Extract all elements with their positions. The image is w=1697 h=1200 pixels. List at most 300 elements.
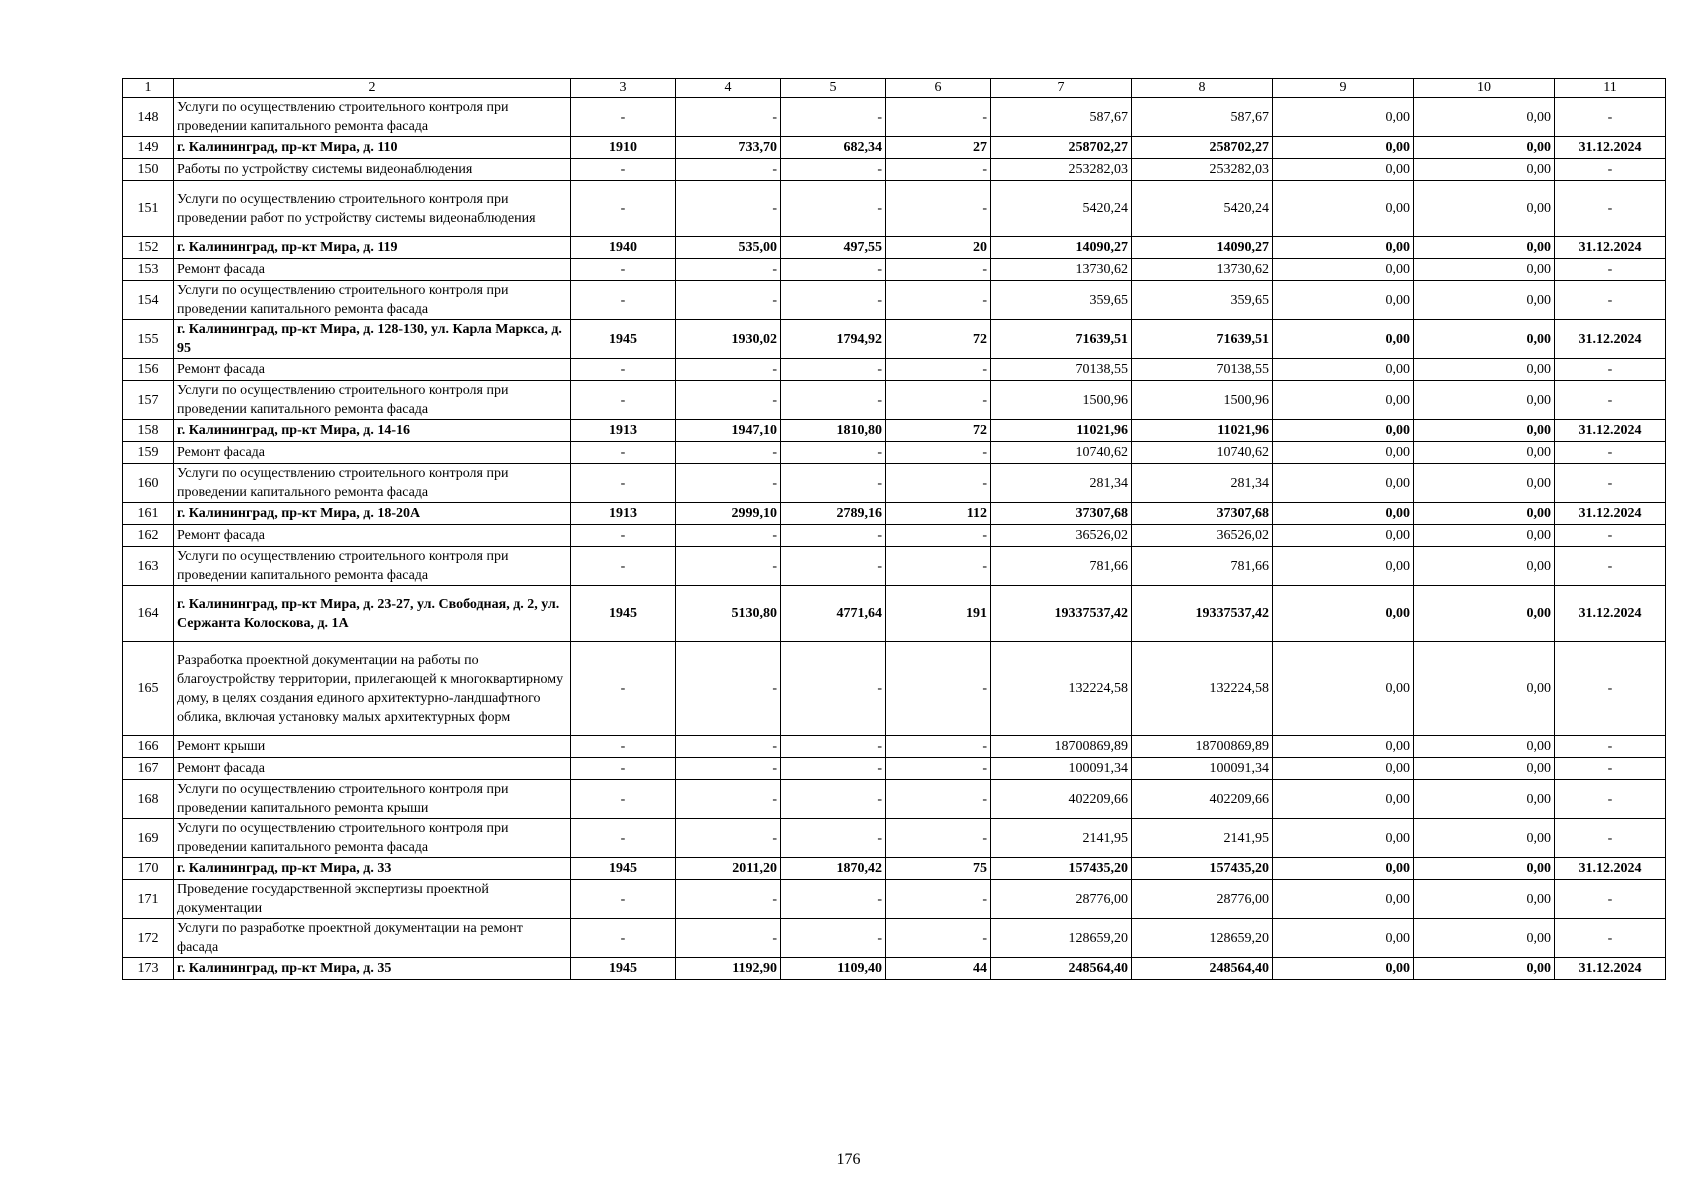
col-8-cell: 402209,66 <box>1132 780 1273 819</box>
col-3-cell: 1945 <box>571 858 676 880</box>
col-9-cell: 0,00 <box>1273 858 1414 880</box>
row-number-cell: 161 <box>123 503 174 525</box>
col-5-cell: - <box>781 525 886 547</box>
col-10-cell: 0,00 <box>1414 858 1555 880</box>
col-10-cell: 0,00 <box>1414 736 1555 758</box>
col-8-cell: 14090,27 <box>1132 237 1273 259</box>
col-11-cell: - <box>1555 758 1666 780</box>
col-9-cell: 0,00 <box>1273 137 1414 159</box>
col-6-cell: 72 <box>886 420 991 442</box>
row-name-cell: г. Калининград, пр-кт Мира, д. 128-130, ул. Карла Маркса, д. 95 <box>174 320 571 359</box>
row-number-cell: 160 <box>123 464 174 503</box>
col-8-cell: 19337537,42 <box>1132 586 1273 642</box>
col-4-cell: - <box>676 359 781 381</box>
col-9-cell: 0,00 <box>1273 420 1414 442</box>
row-name-cell: Ремонт фасада <box>174 359 571 381</box>
col-10-cell: 0,00 <box>1414 919 1555 958</box>
col-3-cell: - <box>571 780 676 819</box>
table-row <box>123 359 1666 381</box>
col-3-cell: - <box>571 98 676 137</box>
row-name-cell: Услуги по осуществлению строительного контроля при проведении капитального ремонта фасада <box>174 819 571 858</box>
row-name-cell: Услуги по осуществлению строительного контроля при проведении капитального ремонта фасада <box>174 381 571 420</box>
col-7-cell: 157435,20 <box>991 858 1132 880</box>
col-5-cell: - <box>781 642 886 736</box>
row-number-cell: 148 <box>123 98 174 137</box>
table-row <box>123 320 1666 359</box>
col-5-cell: - <box>781 281 886 320</box>
col-9-cell: 0,00 <box>1273 780 1414 819</box>
row-number-cell: 150 <box>123 159 174 181</box>
col-9-cell: 0,00 <box>1273 98 1414 137</box>
row-number-cell: 157 <box>123 381 174 420</box>
col-4-cell: - <box>676 758 781 780</box>
col-10-cell: 0,00 <box>1414 819 1555 858</box>
col-3-cell: 1913 <box>571 420 676 442</box>
col-5-cell: 1870,42 <box>781 858 886 880</box>
table-row <box>123 181 1666 237</box>
col-7-cell: 587,67 <box>991 98 1132 137</box>
col-11-cell: - <box>1555 880 1666 919</box>
col-3-cell: - <box>571 758 676 780</box>
col-8-cell: 248564,40 <box>1132 958 1273 980</box>
table-row <box>123 547 1666 586</box>
table-row <box>123 464 1666 503</box>
col-10-cell: 0,00 <box>1414 880 1555 919</box>
col-5-cell: - <box>781 442 886 464</box>
col-11-cell: 31.12.2024 <box>1555 137 1666 159</box>
col-3-cell: - <box>571 464 676 503</box>
col-11-cell: - <box>1555 780 1666 819</box>
table-row <box>123 819 1666 858</box>
col-5-cell: 2789,16 <box>781 503 886 525</box>
table-row <box>123 281 1666 320</box>
row-number-cell: 162 <box>123 525 174 547</box>
column-header: 3 <box>571 79 676 98</box>
row-number-cell: 156 <box>123 359 174 381</box>
col-11-cell: 31.12.2024 <box>1555 958 1666 980</box>
col-11-cell: - <box>1555 381 1666 420</box>
col-3-cell: 1940 <box>571 237 676 259</box>
col-7-cell: 2141,95 <box>991 819 1132 858</box>
row-name-cell: Услуги по осуществлению строительного контроля при проведении капитального ремонта крыши <box>174 780 571 819</box>
col-11-cell: - <box>1555 359 1666 381</box>
col-10-cell: 0,00 <box>1414 137 1555 159</box>
col-4-cell: - <box>676 919 781 958</box>
col-11-cell: 31.12.2024 <box>1555 586 1666 642</box>
row-number-cell: 154 <box>123 281 174 320</box>
col-6-cell: - <box>886 281 991 320</box>
row-number-cell: 149 <box>123 137 174 159</box>
col-9-cell: 0,00 <box>1273 381 1414 420</box>
col-11-cell: - <box>1555 819 1666 858</box>
col-11-cell: - <box>1555 736 1666 758</box>
row-name-cell: Услуги по осуществлению строительного контроля при проведении капитального ремонта фасада <box>174 281 571 320</box>
col-3-cell: - <box>571 547 676 586</box>
col-9-cell: 0,00 <box>1273 525 1414 547</box>
col-4-cell: - <box>676 819 781 858</box>
row-name-cell: г. Калининград, пр-кт Мира, д. 18-20А <box>174 503 571 525</box>
col-11-cell: 31.12.2024 <box>1555 237 1666 259</box>
col-3-cell: - <box>571 442 676 464</box>
col-4-cell: 1192,90 <box>676 958 781 980</box>
col-7-cell: 71639,51 <box>991 320 1132 359</box>
col-4-cell: - <box>676 181 781 237</box>
table-row <box>123 98 1666 137</box>
col-9-cell: 0,00 <box>1273 819 1414 858</box>
col-9-cell: 0,00 <box>1273 320 1414 359</box>
col-8-cell: 2141,95 <box>1132 819 1273 858</box>
col-6-cell: 27 <box>886 137 991 159</box>
col-10-cell: 0,00 <box>1414 420 1555 442</box>
col-11-cell: - <box>1555 159 1666 181</box>
col-7-cell: 253282,03 <box>991 159 1132 181</box>
col-7-cell: 36526,02 <box>991 525 1132 547</box>
row-name-cell: Ремонт фасада <box>174 758 571 780</box>
col-6-cell: - <box>886 259 991 281</box>
col-5-cell: - <box>781 758 886 780</box>
col-8-cell: 18700869,89 <box>1132 736 1273 758</box>
row-number-cell: 169 <box>123 819 174 858</box>
col-9-cell: 0,00 <box>1273 547 1414 586</box>
col-10-cell: 0,00 <box>1414 181 1555 237</box>
col-7-cell: 1500,96 <box>991 381 1132 420</box>
col-7-cell: 13730,62 <box>991 259 1132 281</box>
col-10-cell: 0,00 <box>1414 442 1555 464</box>
col-5-cell: - <box>781 819 886 858</box>
row-name-cell: Услуги по разработке проектной документации на ремонт фасада <box>174 919 571 958</box>
col-5-cell: - <box>781 259 886 281</box>
column-header: 5 <box>781 79 886 98</box>
column-header: 2 <box>174 79 571 98</box>
col-4-cell: 1930,02 <box>676 320 781 359</box>
table-row <box>123 880 1666 919</box>
col-4-cell: - <box>676 381 781 420</box>
col-8-cell: 258702,27 <box>1132 137 1273 159</box>
row-name-cell: г. Калининград, пр-кт Мира, д. 119 <box>174 237 571 259</box>
col-9-cell: 0,00 <box>1273 736 1414 758</box>
col-4-cell: 733,70 <box>676 137 781 159</box>
row-number-cell: 164 <box>123 586 174 642</box>
col-8-cell: 28776,00 <box>1132 880 1273 919</box>
col-4-cell: - <box>676 547 781 586</box>
table-row <box>123 237 1666 259</box>
col-7-cell: 37307,68 <box>991 503 1132 525</box>
col-7-cell: 28776,00 <box>991 880 1132 919</box>
col-11-cell: 31.12.2024 <box>1555 503 1666 525</box>
col-5-cell: 4771,64 <box>781 586 886 642</box>
table-row <box>123 736 1666 758</box>
col-11-cell: 31.12.2024 <box>1555 320 1666 359</box>
col-5-cell: - <box>781 780 886 819</box>
column-header: 1 <box>123 79 174 98</box>
row-name-cell: Ремонт фасада <box>174 259 571 281</box>
col-6-cell: - <box>886 359 991 381</box>
col-11-cell: - <box>1555 259 1666 281</box>
col-5-cell: 1794,92 <box>781 320 886 359</box>
col-8-cell: 36526,02 <box>1132 525 1273 547</box>
row-name-cell: Проведение государственной экспертизы проектной документации <box>174 880 571 919</box>
col-6-cell: - <box>886 464 991 503</box>
col-11-cell: - <box>1555 98 1666 137</box>
row-number-cell: 171 <box>123 880 174 919</box>
row-number-cell: 155 <box>123 320 174 359</box>
row-number-cell: 172 <box>123 919 174 958</box>
col-3-cell: - <box>571 359 676 381</box>
col-11-cell: 31.12.2024 <box>1555 858 1666 880</box>
col-4-cell: - <box>676 281 781 320</box>
col-4-cell: 1947,10 <box>676 420 781 442</box>
col-4-cell: - <box>676 442 781 464</box>
row-name-cell: Работы по устройству системы видеонаблюдения <box>174 159 571 181</box>
col-8-cell: 37307,68 <box>1132 503 1273 525</box>
row-name-cell: г. Калининград, пр-кт Мира, д. 110 <box>174 137 571 159</box>
col-7-cell: 11021,96 <box>991 420 1132 442</box>
column-header: 7 <box>991 79 1132 98</box>
col-8-cell: 11021,96 <box>1132 420 1273 442</box>
col-6-cell: - <box>886 98 991 137</box>
col-8-cell: 1500,96 <box>1132 381 1273 420</box>
column-number-header-row <box>123 79 1666 98</box>
col-6-cell: 112 <box>886 503 991 525</box>
row-name-cell: Ремонт фасада <box>174 525 571 547</box>
col-5-cell: 1810,80 <box>781 420 886 442</box>
col-3-cell: - <box>571 381 676 420</box>
table-row <box>123 503 1666 525</box>
col-10-cell: 0,00 <box>1414 958 1555 980</box>
row-number-cell: 165 <box>123 642 174 736</box>
table-row <box>123 958 1666 980</box>
col-6-cell: - <box>886 758 991 780</box>
row-name-cell: г. Калининград, пр-кт Мира, д. 14-16 <box>174 420 571 442</box>
col-8-cell: 13730,62 <box>1132 259 1273 281</box>
col-9-cell: 0,00 <box>1273 503 1414 525</box>
col-5-cell: - <box>781 359 886 381</box>
col-9-cell: 0,00 <box>1273 880 1414 919</box>
col-11-cell: 31.12.2024 <box>1555 420 1666 442</box>
col-3-cell: 1913 <box>571 503 676 525</box>
col-5-cell: - <box>781 464 886 503</box>
table-row <box>123 586 1666 642</box>
table-row <box>123 159 1666 181</box>
row-number-cell: 167 <box>123 758 174 780</box>
row-name-cell: г. Калининград, пр-кт Мира, д. 33 <box>174 858 571 880</box>
col-7-cell: 14090,27 <box>991 237 1132 259</box>
table-row <box>123 525 1666 547</box>
row-number-cell: 163 <box>123 547 174 586</box>
col-8-cell: 132224,58 <box>1132 642 1273 736</box>
table-row <box>123 259 1666 281</box>
col-6-cell: - <box>886 819 991 858</box>
col-7-cell: 18700869,89 <box>991 736 1132 758</box>
column-header: 8 <box>1132 79 1273 98</box>
col-7-cell: 281,34 <box>991 464 1132 503</box>
col-8-cell: 10740,62 <box>1132 442 1273 464</box>
col-9-cell: 0,00 <box>1273 259 1414 281</box>
page-number: 176 <box>836 1151 861 1168</box>
col-4-cell: 5130,80 <box>676 586 781 642</box>
col-8-cell: 253282,03 <box>1132 159 1273 181</box>
col-8-cell: 71639,51 <box>1132 320 1273 359</box>
table-row <box>123 420 1666 442</box>
col-4-cell: - <box>676 525 781 547</box>
col-8-cell: 281,34 <box>1132 464 1273 503</box>
table-row <box>123 137 1666 159</box>
col-6-cell: - <box>886 159 991 181</box>
col-3-cell: - <box>571 281 676 320</box>
col-10-cell: 0,00 <box>1414 381 1555 420</box>
table-row <box>123 919 1666 958</box>
col-4-cell: - <box>676 259 781 281</box>
col-3-cell: - <box>571 159 676 181</box>
col-3-cell: 1910 <box>571 137 676 159</box>
col-6-cell: - <box>886 880 991 919</box>
table-row <box>123 642 1666 736</box>
col-5-cell: - <box>781 98 886 137</box>
col-6-cell: 20 <box>886 237 991 259</box>
col-8-cell: 70138,55 <box>1132 359 1273 381</box>
col-7-cell: 402209,66 <box>991 780 1132 819</box>
col-11-cell: - <box>1555 464 1666 503</box>
row-number-cell: 168 <box>123 780 174 819</box>
col-3-cell: - <box>571 525 676 547</box>
row-name-cell: Ремонт фасада <box>174 442 571 464</box>
col-10-cell: 0,00 <box>1414 237 1555 259</box>
table-row <box>123 780 1666 819</box>
col-9-cell: 0,00 <box>1273 159 1414 181</box>
col-9-cell: 0,00 <box>1273 464 1414 503</box>
col-4-cell: - <box>676 159 781 181</box>
row-number-cell: 170 <box>123 858 174 880</box>
table-row <box>123 858 1666 880</box>
col-9-cell: 0,00 <box>1273 237 1414 259</box>
col-3-cell: 1945 <box>571 958 676 980</box>
row-name-cell: Услуги по осуществлению строительного контроля при проведении капитального ремонта фасада <box>174 547 571 586</box>
row-number-cell: 152 <box>123 237 174 259</box>
col-9-cell: 0,00 <box>1273 586 1414 642</box>
col-6-cell: - <box>886 736 991 758</box>
col-5-cell: - <box>781 547 886 586</box>
col-7-cell: 132224,58 <box>991 642 1132 736</box>
col-10-cell: 0,00 <box>1414 98 1555 137</box>
col-3-cell: - <box>571 819 676 858</box>
col-7-cell: 781,66 <box>991 547 1132 586</box>
column-header: 11 <box>1555 79 1666 98</box>
col-7-cell: 258702,27 <box>991 137 1132 159</box>
col-4-cell: - <box>676 780 781 819</box>
col-11-cell: - <box>1555 525 1666 547</box>
col-3-cell: - <box>571 642 676 736</box>
col-4-cell: 2999,10 <box>676 503 781 525</box>
col-3-cell: - <box>571 880 676 919</box>
row-name-cell: Разработка проектной документации на работы по благоустройству территории, прилегающей к многоквартирному дому, в целях создания единого архитектурно-ландшафтного облика, включая установку малых архитектурных форм <box>174 642 571 736</box>
row-number-cell: 158 <box>123 420 174 442</box>
col-11-cell: - <box>1555 919 1666 958</box>
row-name-cell: г. Калининград, пр-кт Мира, д. 23-27, ул. Свободная, д. 2, ул. Сержанта Колоскова, д. 1А <box>174 586 571 642</box>
row-number-cell: 166 <box>123 736 174 758</box>
col-7-cell: 70138,55 <box>991 359 1132 381</box>
col-11-cell: - <box>1555 181 1666 237</box>
col-10-cell: 0,00 <box>1414 320 1555 359</box>
col-7-cell: 5420,24 <box>991 181 1132 237</box>
col-11-cell: - <box>1555 547 1666 586</box>
col-11-cell: - <box>1555 642 1666 736</box>
col-10-cell: 0,00 <box>1414 758 1555 780</box>
col-10-cell: 0,00 <box>1414 547 1555 586</box>
work-schedule-table <box>122 78 1666 980</box>
col-6-cell: 44 <box>886 958 991 980</box>
col-9-cell: 0,00 <box>1273 281 1414 320</box>
col-6-cell: - <box>886 642 991 736</box>
column-header: 4 <box>676 79 781 98</box>
col-7-cell: 128659,20 <box>991 919 1132 958</box>
table-body <box>123 98 1666 980</box>
col-3-cell: - <box>571 181 676 237</box>
row-name-cell: Ремонт крыши <box>174 736 571 758</box>
col-11-cell: - <box>1555 281 1666 320</box>
col-10-cell: 0,00 <box>1414 281 1555 320</box>
col-4-cell: - <box>676 880 781 919</box>
col-6-cell: - <box>886 547 991 586</box>
col-10-cell: 0,00 <box>1414 464 1555 503</box>
col-3-cell: - <box>571 736 676 758</box>
col-10-cell: 0,00 <box>1414 525 1555 547</box>
col-7-cell: 359,65 <box>991 281 1132 320</box>
col-7-cell: 100091,34 <box>991 758 1132 780</box>
col-5-cell: 497,55 <box>781 237 886 259</box>
col-7-cell: 248564,40 <box>991 958 1132 980</box>
col-5-cell: - <box>781 159 886 181</box>
table-row <box>123 381 1666 420</box>
col-4-cell: - <box>676 98 781 137</box>
row-number-cell: 151 <box>123 181 174 237</box>
col-8-cell: 157435,20 <box>1132 858 1273 880</box>
col-6-cell: - <box>886 442 991 464</box>
col-10-cell: 0,00 <box>1414 259 1555 281</box>
col-4-cell: - <box>676 736 781 758</box>
col-10-cell: 0,00 <box>1414 159 1555 181</box>
col-7-cell: 10740,62 <box>991 442 1132 464</box>
col-10-cell: 0,00 <box>1414 586 1555 642</box>
table-row <box>123 442 1666 464</box>
col-6-cell: 191 <box>886 586 991 642</box>
col-10-cell: 0,00 <box>1414 503 1555 525</box>
col-6-cell: - <box>886 919 991 958</box>
col-10-cell: 0,00 <box>1414 780 1555 819</box>
table-row <box>123 758 1666 780</box>
col-4-cell: 2011,20 <box>676 858 781 880</box>
col-3-cell: 1945 <box>571 320 676 359</box>
row-number-cell: 159 <box>123 442 174 464</box>
row-name-cell: г. Калининград, пр-кт Мира, д. 35 <box>174 958 571 980</box>
row-number-cell: 173 <box>123 958 174 980</box>
col-6-cell: - <box>886 780 991 819</box>
col-8-cell: 587,67 <box>1132 98 1273 137</box>
col-9-cell: 0,00 <box>1273 958 1414 980</box>
col-6-cell: - <box>886 525 991 547</box>
col-5-cell: 682,34 <box>781 137 886 159</box>
col-6-cell: - <box>886 181 991 237</box>
col-9-cell: 0,00 <box>1273 919 1414 958</box>
col-10-cell: 0,00 <box>1414 359 1555 381</box>
col-6-cell: 72 <box>886 320 991 359</box>
col-5-cell: - <box>781 736 886 758</box>
col-6-cell: 75 <box>886 858 991 880</box>
col-8-cell: 359,65 <box>1132 281 1273 320</box>
column-header: 6 <box>886 79 991 98</box>
col-3-cell: - <box>571 259 676 281</box>
row-name-cell: Услуги по осуществлению строительного контроля при проведении работ по устройству системы видеонаблюдения <box>174 181 571 237</box>
col-11-cell: - <box>1555 442 1666 464</box>
